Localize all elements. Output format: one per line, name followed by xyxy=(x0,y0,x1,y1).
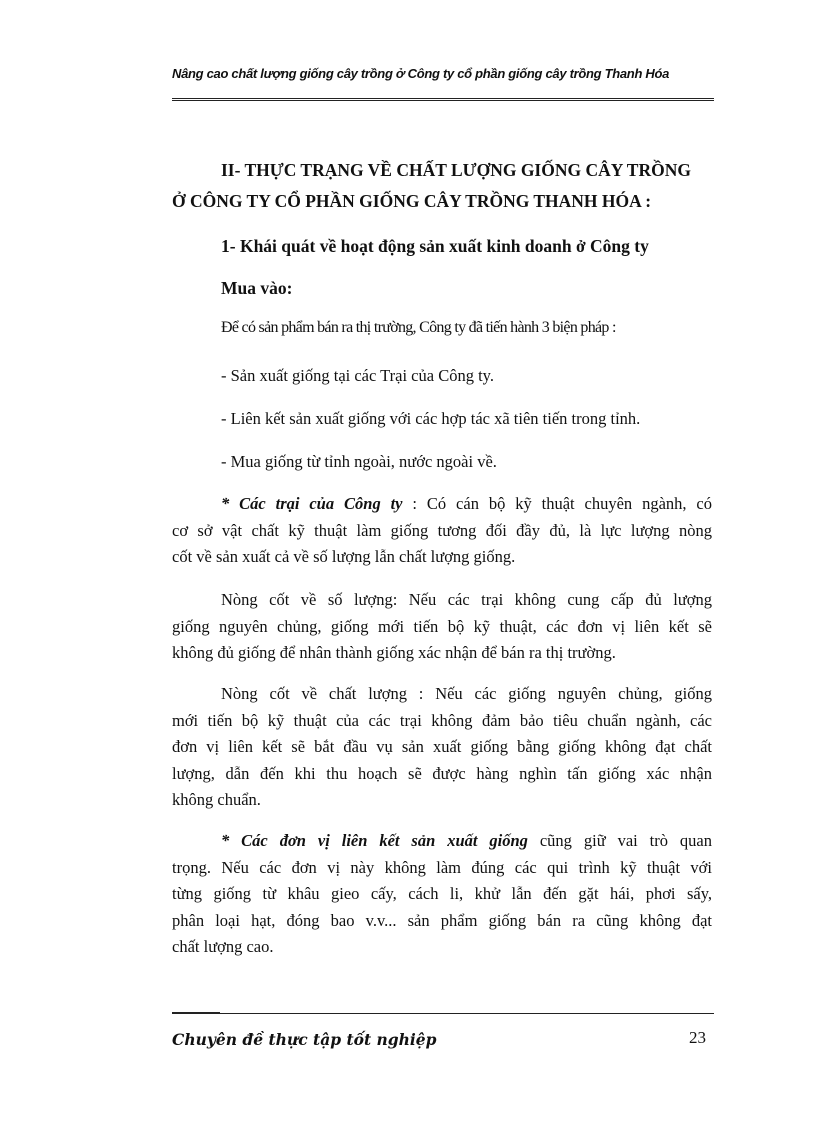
paragraph-line: cơ sở vật chất kỹ thuật làm giống tương đối đầy đủ, là lực lượng nòng xyxy=(172,520,712,540)
section-title xyxy=(172,155,717,217)
bullet-item-1: - Sản xuất giống tại các Trại của Công ty. xyxy=(221,366,494,385)
paragraph-partner-units xyxy=(172,828,712,961)
intro-text: Để có sản phẩm bán ra thị trường, Công ty đã tiến hành 3 biện pháp : xyxy=(221,319,616,336)
paragraph-quantity xyxy=(172,587,712,667)
paragraph-line: trọng. Nếu các đơn vị này không làm đúng các qui trình kỹ thuật với xyxy=(172,857,712,877)
paragraph-line: đơn vị liên kết sẽ bắt đầu vụ sản xuất giống bằng giống không đạt chất xyxy=(172,737,712,756)
page-number: 23 xyxy=(689,1028,706,1047)
emphasis-lead: * Các đơn vị liên kết sản xuất giống xyxy=(221,831,528,850)
paragraph-line: cốt về sản xuất cả về số lượng lẫn chất lượng giống. xyxy=(172,547,516,566)
section-title-line-2: Ở CÔNG TY CỔ PHẦN GIỐNG CÂY TRỒNG THANH HÓA : xyxy=(172,191,652,211)
header-divider xyxy=(172,98,714,101)
emphasis-lead: * Các trại của Công ty xyxy=(221,494,403,513)
paragraph-line: * Các trại của Công ty : Có cán bộ kỹ thuật chuyên ngành, có xyxy=(221,494,712,513)
paragraph-company-farms xyxy=(172,491,712,571)
paragraph-line: Nòng cốt về số lượng: Nếu các trại không cung cấp đủ lượng xyxy=(221,590,712,609)
paragraph-quality xyxy=(172,681,712,814)
paragraph-line: từng giống từ khâu gieo cấy, cách li, khử lẫn đến gặt hái, phơi sấy, xyxy=(172,884,712,903)
paragraph-line: không đủ giống để nhân thành giống xác nhận để bán ra thị trường. xyxy=(172,643,616,662)
paragraph-line: chất lượng cao. xyxy=(172,937,274,956)
footer-divider xyxy=(172,1013,714,1014)
paragraph-line: giống nguyên chủng, giống mới tiến bộ kỹ thuật, các đơn vị liên kết sẽ xyxy=(172,616,712,636)
running-header: Nâng cao chất lượng giống cây trồng ở Công ty cổ phần giống cây trồng Thanh Hóa xyxy=(172,66,670,81)
paragraph-line: mới tiến bộ kỹ thuật của các trại không đảm bảo tiêu chuẩn ngành, các xyxy=(172,710,712,730)
bullet-item-3: - Mua giống từ tỉnh ngoài, nước ngoài về. xyxy=(221,452,497,471)
section-title-line-1: II- THỰC TRẠNG VỀ CHẤT LƯỢNG GIỐNG CÂY TRỒNG xyxy=(221,160,691,180)
subheading-overview: 1- Khái quát về hoạt động sản xuất kinh doanh ở Công ty xyxy=(221,236,649,256)
bullet-item-2: - Liên kết sản xuất giống với các hợp tác xã tiên tiến trong tỉnh. xyxy=(221,409,641,428)
paragraph-line: * Các đơn vị liên kết sản xuất giống cũng giữ vai trò quan xyxy=(221,831,712,850)
paragraph-line: lượng, dẫn đến khi thu hoạch sẽ được hàng nghìn tấn giống xác nhận xyxy=(172,763,712,783)
paragraph-line: không chuẩn. xyxy=(172,790,261,809)
paragraph-line: Nòng cốt về chất lượng : Nếu các giống nguyên chủng, giống xyxy=(221,684,712,703)
paragraph-line: phân loại hạt, đóng bao v.v... sản phẩm giống bán ra cũng không đạt xyxy=(172,910,712,930)
subheading-purchasing: Mua vào: xyxy=(221,278,293,298)
footer-label: Chuyên đề thực tập tốt nghiệp xyxy=(172,1030,437,1049)
